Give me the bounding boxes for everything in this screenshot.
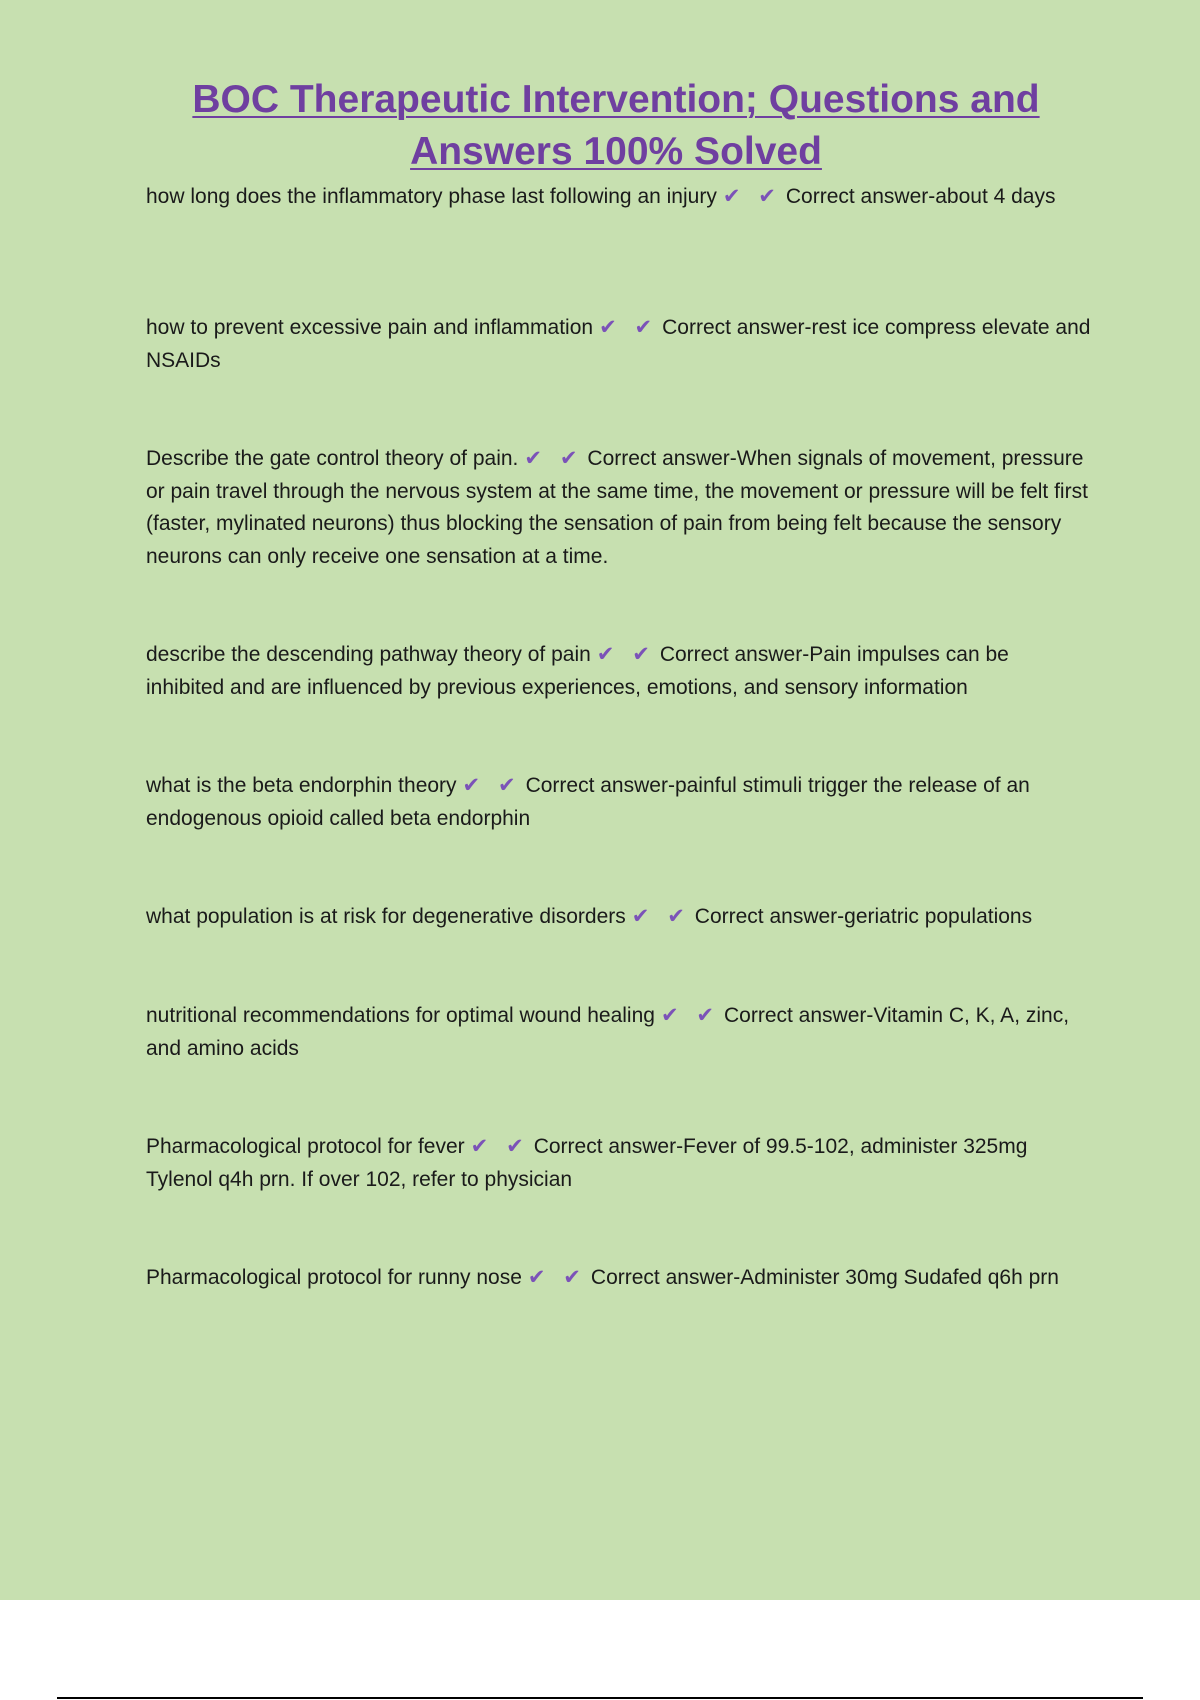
double-check-icon: ✔ ✔ [524, 447, 584, 470]
double-check-icon: ✔ ✔ [599, 316, 659, 339]
qa-item [146, 443, 1092, 573]
answer-text: Correct answer-painful stimuli trigger the release of an endogenous opioid called beta endorphin [146, 774, 1030, 830]
double-check-icon: ✔ ✔ [631, 905, 691, 928]
double-check-icon: ✔ ✔ [660, 1004, 720, 1027]
question-text: Pharmacological protocol for runny nose [146, 1266, 522, 1289]
answer-text: Correct answer-Administer 30mg Sudafed q6h prn [590, 1266, 1059, 1289]
qa-item [146, 1000, 1092, 1065]
question-text: what population is at risk for degenerative disorders [146, 905, 626, 928]
question-text: nutritional recommendations for optimal wound healing [146, 1004, 655, 1027]
qa-item [146, 639, 1092, 704]
answer-text: Correct answer-Vitamin C, K, A, zinc, and amino acids [146, 1004, 1070, 1060]
page-title: BOC Therapeutic Intervention; Questions and Answers 100% Solved [192, 78, 1040, 173]
question-text: what is the beta endorphin theory [146, 774, 457, 797]
answer-text: Correct answer-Fever of 99.5-102, administer 325mg Tylenol q4h prn. If over 102, refer to physician [146, 1135, 1028, 1191]
answer-text: Correct answer-When signals of movement, pressure or pain travel through the nervous system at the same time, the movement or pressure will be felt first (faster, mylinated neurons) thus blocking the sensation of pain from being felt because the sensory neurons can only receive one sensation at a time. [146, 447, 1088, 568]
qa-item [146, 1262, 1092, 1295]
answer-text: Correct answer-about 4 days [785, 185, 1056, 208]
qa-item [146, 901, 1092, 934]
double-check-icon: ✔ ✔ [470, 1135, 530, 1158]
question-text: describe the descending pathway theory of pain [146, 643, 591, 666]
question-text: Describe the gate control theory of pain. [146, 447, 519, 470]
answer-text: Correct answer-geriatric populations [694, 905, 1033, 928]
double-check-icon: ✔ ✔ [527, 1266, 587, 1289]
double-check-icon: ✔ ✔ [722, 185, 782, 208]
answer-text: Correct answer-Pain impulses can be inhibited and are influenced by previous experiences, emotions, and sensory information [146, 643, 1009, 699]
qa-item [146, 312, 1092, 377]
qa-item [146, 181, 1092, 214]
double-check-icon: ✔ ✔ [462, 774, 522, 797]
double-check-icon: ✔ ✔ [596, 643, 656, 666]
qa-item [146, 1131, 1092, 1196]
question-text: how to prevent excessive pain and inflammation [146, 316, 594, 339]
question-text: how long does the inflammatory phase last following an injury [146, 185, 717, 208]
footer-divider [57, 1697, 1143, 1699]
question-text: Pharmacological protocol for fever [146, 1135, 465, 1158]
qa-item [146, 770, 1092, 835]
answer-text: Correct answer-rest ice compress elevate and NSAIDs [146, 316, 1091, 372]
